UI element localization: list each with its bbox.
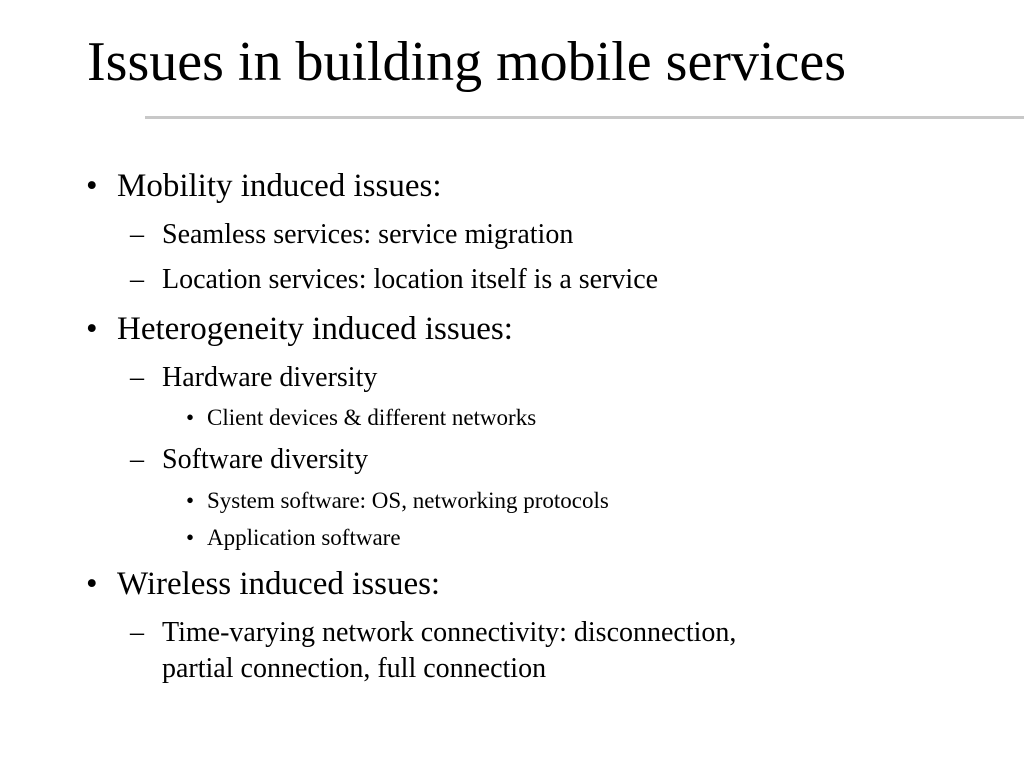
subitem-text-line2: partial connection, full connection (162, 653, 547, 684)
subitem-text: Seamless services: service migration (162, 219, 574, 250)
subitem-text: Hardware diversity (162, 362, 378, 393)
bullet-marker: • (86, 566, 98, 602)
bullet-text: Mobility induced issues: (117, 168, 442, 204)
bullet-marker: • (186, 405, 195, 430)
subitem-text-line1: Time-varying network connectivity: disconnection, (162, 617, 737, 648)
dash-marker: – (130, 444, 144, 475)
bullet-text: Heterogeneity induced issues: (117, 311, 513, 347)
subsubitem-text: System software: OS, networking protocols (207, 488, 609, 513)
title-divider (145, 116, 1024, 119)
subitem-text: Location services: location itself is a service (162, 264, 659, 295)
dash-marker: – (130, 617, 144, 648)
bullet-marker: • (86, 168, 98, 204)
dash-marker: – (130, 264, 144, 295)
subitem-text: Software diversity (162, 444, 369, 475)
subsubitem-text: Application software (207, 525, 401, 550)
subsubitem-text: Client devices & different networks (207, 405, 537, 430)
dash-marker: – (130, 362, 144, 393)
dash-marker: – (130, 219, 144, 250)
bullet-text: Wireless induced issues: (117, 566, 441, 602)
bullet-marker: • (186, 525, 195, 550)
slide-title: Issues in building mobile services (87, 31, 847, 93)
bullet-marker: • (86, 311, 98, 347)
bullet-marker: • (186, 488, 195, 513)
